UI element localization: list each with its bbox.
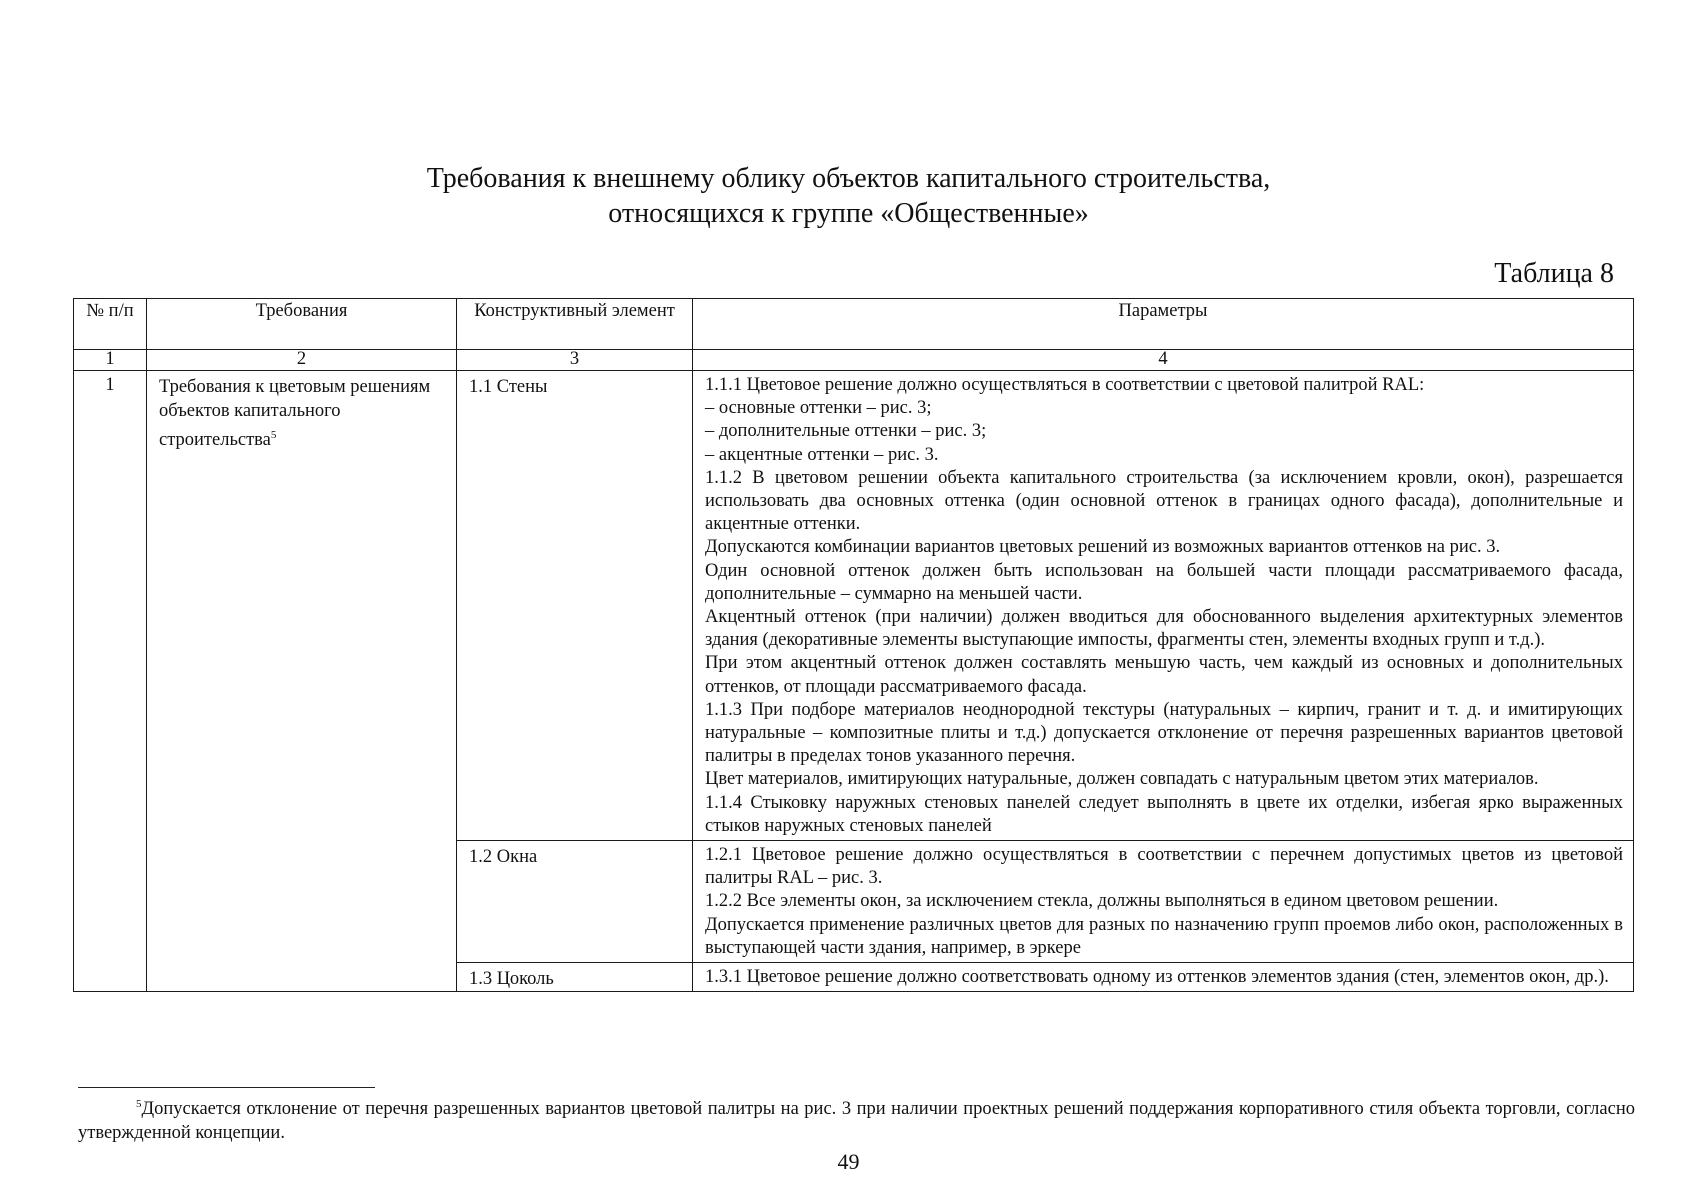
- page-number: 49: [837, 1149, 860, 1174]
- requirement-cell: [147, 371, 457, 992]
- parameter-paragraph: 1.2.2 Все элементы окон, за исключением стекла, должны выполняться в едином цветовом решении.: [705, 891, 1499, 912]
- parameter-paragraph: 1.3.1 Цветовое решение должно соответствовать одному из оттенков элементов здания (стен, элементов окон, др.).: [705, 967, 1609, 988]
- footnote-divider: [78, 1087, 375, 1088]
- parameter-paragraph: – дополнительные оттенки – рис. 3;: [705, 421, 987, 442]
- requirement-text: Требования к цветовым решениям объектов капитального строительства: [159, 377, 431, 451]
- table-label: Таблица 8: [1494, 258, 1614, 289]
- requirements-table: [73, 298, 1634, 992]
- parameter-paragraph: 1.1.2 В цветовом решении объекта капитального строительства (за исключением кровли, окон), разрешается использовать два основных оттенка (один основной оттенок в границах одного фасада), дополнительные и акцентные оттенки.: [705, 467, 1623, 535]
- footnote-mark: 5: [136, 1098, 142, 1110]
- header-parameters: Параметры: [693, 299, 1634, 350]
- parameter-paragraph: Допускается применение различных цветов для разных по назначению групп проемов либо окон, расположенных в выступающей части здания, например, в эркере: [705, 914, 1623, 958]
- parameter-paragraph: Допускаются комбинации вариантов цветовых решений из возможных вариантов оттенков на рис. 3.: [705, 537, 1501, 558]
- row-number: 1: [74, 371, 147, 992]
- footnote-text: Допускается отклонение от перечня разрешенных вариантов цветовой палитры на рис. 3 при наличии проектных решений поддержания корпоративного стиля объекта торговли, согласно утвержденной концепции.: [78, 1099, 1635, 1144]
- parameter-paragraph: Акцентный оттенок (при наличии) должен вводиться для обоснованного выделения архитектурных элементов здания (декоративные элементы выступающие импосты, фрагменты стен, элементы входных групп и т.д.).: [705, 607, 1623, 651]
- document-title-line-1: Требования к внешнему облику объектов капитального строительства,: [426, 163, 1271, 194]
- parameter-paragraph: Один основной оттенок должен быть использован на большей части площади рассматриваемого фасада, дополнительные – суммарно на меньшей части.: [705, 560, 1623, 604]
- table-header-row: [74, 299, 1634, 350]
- parameter-paragraph: 1.2.1 Цветовое решение должно осуществляться в соответствии с перечнем допустимых цветов из цветовой палитры RAL – рис. 3.: [705, 845, 1623, 889]
- element-walls: 1.1 Стены: [457, 371, 693, 841]
- header-requirements: Требования: [147, 299, 457, 350]
- header-element: Конструктивный элемент: [457, 299, 693, 350]
- parameter-paragraph: 1.1.3 При подборе материалов неоднородной текстуры (натуральных – кирпич, гранит и т. д. и имитирующих натуральные – композитные плиты и т.д.) допускается отклонение от перечня разрешенных вариантов цветовой палитры в пределах тонов указанного перечня.: [705, 699, 1623, 767]
- parameters-walls: [693, 371, 1634, 841]
- footnote: [78, 1092, 1635, 1145]
- table-column-numbers-row: [74, 350, 1634, 371]
- column-number: 2: [147, 350, 457, 371]
- parameter-paragraph: 1.1.4 Стыковку наружных стеновых панелей следует выполнять в цвете их отделки, избегая ярко выраженных стыков наружных стеновых панелей: [705, 792, 1623, 836]
- parameter-paragraph: 1.1.1 Цветовое решение должно осуществляться в соответствии с цветовой палитрой RAL:: [705, 375, 1425, 395]
- parameter-paragraph: – основные оттенки – рис. 3;: [705, 398, 932, 419]
- element-plinth: 1.3 Цоколь: [457, 963, 693, 992]
- document-title-line-2: относящихся к группе «Общественные»: [608, 198, 1089, 229]
- parameters-windows: [693, 841, 1634, 963]
- column-number: 4: [693, 350, 1634, 371]
- parameter-paragraph: – акцентные оттенки – рис. 3.: [705, 444, 939, 465]
- table-row: [74, 371, 1634, 841]
- column-number: 1: [74, 350, 147, 371]
- header-num: № п/п: [74, 299, 147, 350]
- parameter-paragraph: Цвет материалов, имитирующих натуральные, должен совпадать с натуральным цветом этих материалов.: [705, 769, 1539, 790]
- element-windows: 1.2 Окна: [457, 841, 693, 963]
- parameter-paragraph: При этом акцентный оттенок должен составлять меньшую часть, чем каждый из основных и дополнительных оттенков, от площади рассматриваемого фасада.: [705, 653, 1623, 697]
- column-number: 3: [457, 350, 693, 371]
- parameters-plinth: [693, 963, 1634, 992]
- footnote-ref: 5: [270, 429, 277, 441]
